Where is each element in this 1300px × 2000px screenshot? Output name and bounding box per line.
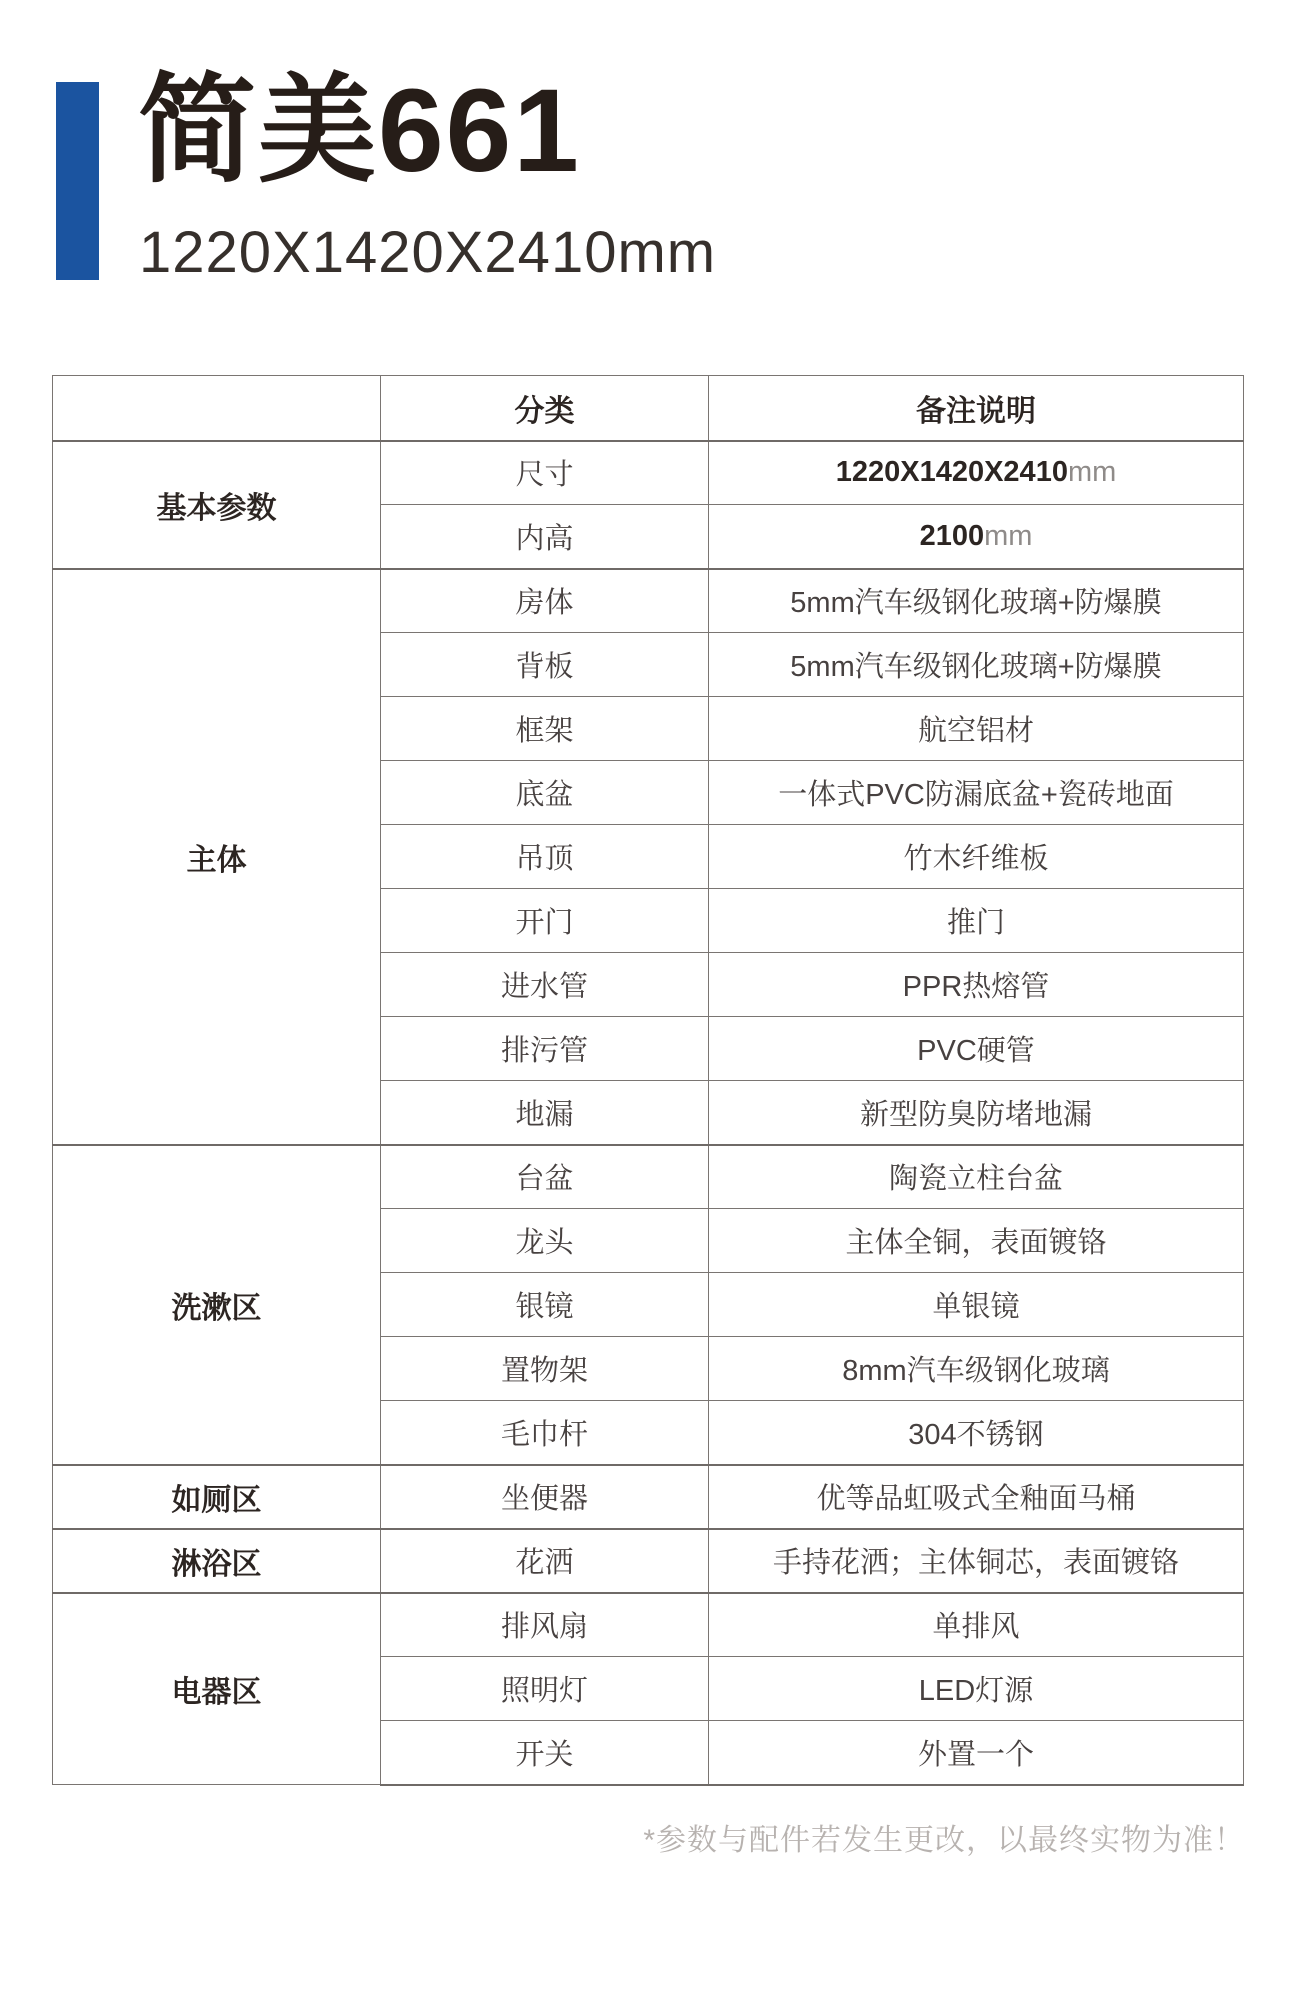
item-label: 房体 [381, 569, 709, 633]
product-title: 简美661 [138, 65, 581, 197]
item-value: 推门 [709, 889, 1244, 953]
item-value: 手持花洒；主体铜芯，表面镀铬 [709, 1529, 1244, 1593]
item-label: 内高 [381, 505, 709, 569]
item-value: 单排风 [709, 1593, 1244, 1657]
section-cell-washing-area: 洗漱区 [53, 1145, 381, 1465]
item-label: 坐便器 [381, 1465, 709, 1529]
item-label: 龙头 [381, 1209, 709, 1273]
item-label: 进水管 [381, 953, 709, 1017]
item-label: 底盆 [381, 761, 709, 825]
table-row [53, 1465, 1244, 1529]
item-label: 花洒 [381, 1529, 709, 1593]
table-row [53, 1593, 1244, 1657]
table-header-row [53, 376, 1244, 441]
item-value: 8mm汽车级钢化玻璃 [709, 1337, 1244, 1401]
item-label: 照明灯 [381, 1657, 709, 1721]
section-cell-main-body: 主体 [53, 569, 381, 1145]
item-value: 陶瓷立柱台盆 [709, 1145, 1244, 1209]
table-row [53, 441, 1244, 505]
item-value: 优等品虹吸式全釉面马桶 [709, 1465, 1244, 1529]
item-value: LED灯源 [709, 1657, 1244, 1721]
item-value: 外置一个 [709, 1721, 1244, 1785]
item-value [709, 441, 1244, 505]
item-label: 框架 [381, 697, 709, 761]
section-cell-electrical-area: 电器区 [53, 1593, 381, 1785]
item-value: 竹木纤维板 [709, 825, 1244, 889]
item-label: 毛巾杆 [381, 1401, 709, 1465]
item-value: 航空铝材 [709, 697, 1244, 761]
table-row [53, 1145, 1244, 1209]
item-label: 地漏 [381, 1081, 709, 1145]
item-value [709, 505, 1244, 569]
table-row [53, 1529, 1244, 1593]
section-cell-shower-area: 淋浴区 [53, 1529, 381, 1593]
item-value: PPR热熔管 [709, 953, 1244, 1017]
item-value: 304不锈钢 [709, 1401, 1244, 1465]
item-label: 背板 [381, 633, 709, 697]
item-label: 置物架 [381, 1337, 709, 1401]
dimension-value: 1220X1420X2410 [835, 456, 1068, 489]
item-value: 单银镜 [709, 1273, 1244, 1337]
item-label: 排污管 [381, 1017, 709, 1081]
header-cell-remarks: 备注说明 [709, 376, 1244, 441]
product-dimensions: 1220X1420X2410mm [139, 220, 717, 285]
item-value: 新型防臭防堵地漏 [709, 1081, 1244, 1145]
header-cell-classification: 分类 [381, 376, 709, 441]
item-label: 吊顶 [381, 825, 709, 889]
item-value: 主体全铜，表面镀铬 [709, 1209, 1244, 1273]
dimension-unit: mm [1067, 456, 1117, 489]
item-label: 开门 [381, 889, 709, 953]
header-cell-category [53, 376, 381, 441]
item-label: 尺寸 [381, 441, 709, 505]
footer-note: *参数与配件若发生更改，以最终实物为准！ [643, 1824, 1245, 1857]
spec-table [52, 375, 1244, 1786]
item-label: 排风扇 [381, 1593, 709, 1657]
section-cell-basic-params: 基本参数 [53, 441, 381, 569]
table-row [53, 569, 1244, 633]
item-value: PVC硬管 [709, 1017, 1244, 1081]
item-label: 台盆 [381, 1145, 709, 1209]
item-value: 5mm汽车级钢化玻璃+防爆膜 [709, 633, 1244, 697]
height-value: 2100 [919, 519, 985, 552]
section-cell-toilet-area: 如厕区 [53, 1465, 381, 1529]
item-label: 开关 [381, 1721, 709, 1785]
item-value: 一体式PVC防漏底盆+瓷砖地面 [709, 761, 1244, 825]
height-unit: mm [984, 519, 1033, 552]
item-label: 银镜 [381, 1273, 709, 1337]
item-value: 5mm汽车级钢化玻璃+防爆膜 [709, 569, 1244, 633]
accent-bar [56, 82, 99, 280]
